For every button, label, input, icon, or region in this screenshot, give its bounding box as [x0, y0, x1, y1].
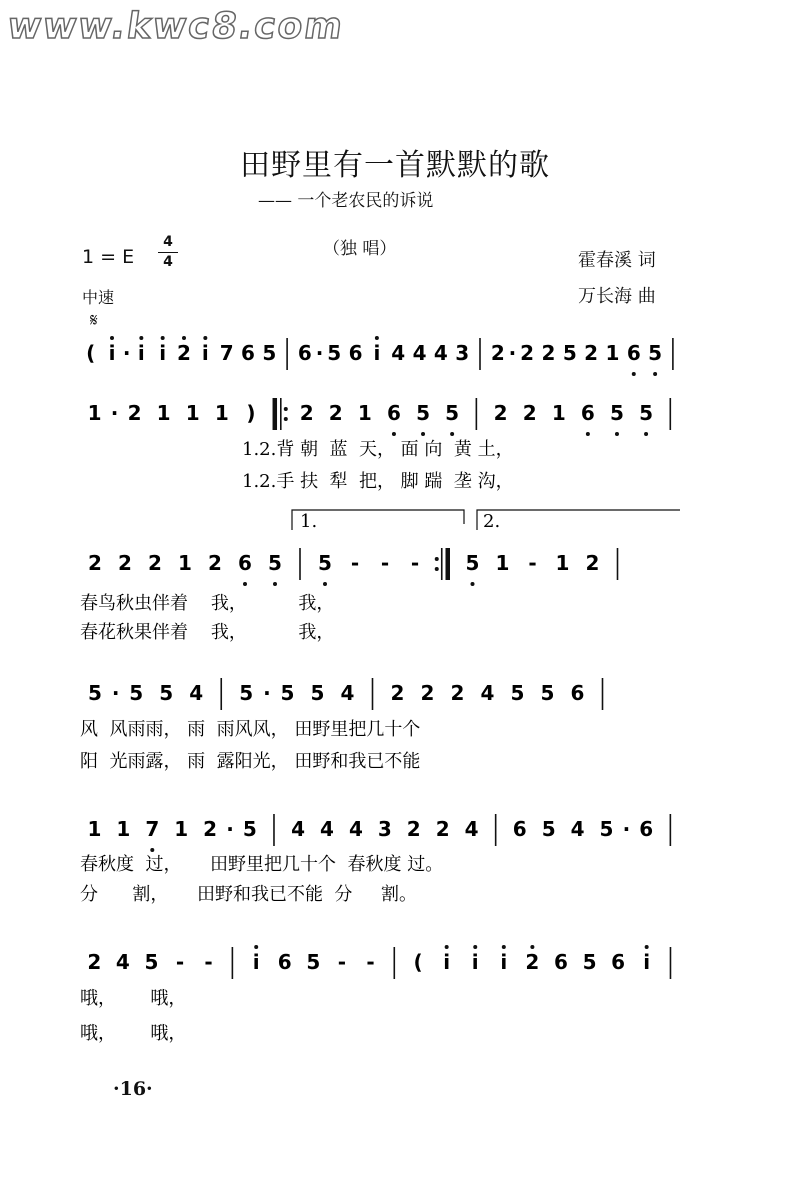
note: 1 — [185, 401, 200, 425]
volta-second-label: 2. — [483, 511, 501, 532]
note: 1 — [551, 401, 566, 425]
low-octave-dot — [586, 432, 590, 436]
note: 2 — [541, 341, 556, 365]
high-octave-dot — [182, 336, 186, 340]
note: 2 — [450, 681, 465, 705]
low-octave-dot — [421, 432, 425, 436]
note: i — [252, 950, 260, 974]
low-octave-dot — [392, 432, 396, 436]
note: 5 — [639, 401, 654, 425]
note: 2 — [148, 551, 162, 575]
note: 1 — [178, 551, 192, 575]
note: 5 — [239, 681, 254, 705]
dash-extension: - — [410, 551, 420, 575]
note: i — [108, 341, 116, 365]
note: 5 — [144, 950, 159, 974]
note: 5 — [540, 681, 555, 705]
note: 5 — [242, 817, 257, 841]
score-layer — [80, 336, 673, 1044]
dash-extension: - — [366, 950, 375, 974]
note: 4 — [570, 817, 585, 841]
note: 5 — [599, 817, 614, 841]
dash-extension: - — [204, 950, 213, 974]
augmentation-dot: · — [508, 341, 517, 365]
note: 2 — [328, 401, 343, 425]
note: i — [643, 950, 651, 974]
note: i — [471, 950, 479, 974]
note: 2 — [420, 681, 435, 705]
lyric-line: 1.2.背 朝 蓝 天， 面 向 黄 土， — [242, 439, 514, 460]
lyricist-credit: 霍春溪 词 — [578, 250, 656, 271]
volta-first-bracket — [292, 510, 464, 530]
watermark: www.kwc8.com — [5, 6, 347, 47]
low-octave-dot — [273, 582, 277, 586]
composer-credit: 万长海 曲 — [578, 286, 656, 307]
note: 5 — [129, 681, 144, 705]
note: 5 — [541, 817, 556, 841]
note: 1 — [116, 817, 131, 841]
note: 5 — [318, 551, 332, 575]
note: 4 — [412, 341, 427, 365]
lyric-line: 春鸟秋虫伴着 我， 我， — [80, 593, 335, 614]
augmentation-dot: · — [111, 681, 120, 705]
dash-extension: - — [337, 950, 347, 974]
high-octave-dot — [502, 945, 506, 949]
note: 2 — [493, 401, 508, 425]
lyric-line: 1.2.手 扶 犁 把， 脚 踹 垄 沟， — [242, 471, 514, 492]
note: 6 — [512, 817, 527, 841]
high-octave-dot — [645, 945, 649, 949]
note: 4 — [433, 341, 448, 365]
high-octave-dot — [375, 336, 379, 340]
song-subtitle: —— 一个老农民的诉说 — [258, 191, 434, 211]
note: 5 — [648, 341, 663, 365]
note: 2 — [390, 681, 405, 705]
note: 2 — [520, 341, 535, 365]
high-octave-dot — [473, 945, 477, 949]
parenthesis: ) — [246, 401, 256, 425]
parenthesis: ( — [413, 950, 423, 974]
low-octave-dot — [632, 372, 636, 376]
note: 6 — [277, 950, 292, 974]
time-signature-bottom: 4 — [163, 254, 173, 270]
note: 4 — [391, 341, 406, 365]
repeat-dot — [284, 417, 288, 421]
note: i — [443, 950, 451, 974]
note: 6 — [611, 950, 626, 974]
volta-first-label: 1. — [300, 511, 318, 532]
lyric-line: 风 风雨雨， 雨 雨风风， 田野里把几十个 — [80, 719, 421, 740]
high-octave-dot — [445, 945, 449, 949]
note: 5 — [88, 681, 102, 705]
dash-extension: - — [528, 551, 537, 575]
note: 5 — [416, 401, 430, 425]
note: 6 — [639, 817, 654, 841]
high-octave-dot — [254, 945, 258, 949]
lyric-line: 阳 光雨露， 雨 露阳光， 田野和我已不能 — [80, 751, 421, 772]
augmentation-dot: · — [226, 817, 234, 841]
augmentation-dot: · — [263, 681, 271, 705]
volta-second-bracket — [477, 510, 680, 530]
note: 5 — [510, 681, 525, 705]
note: 4 — [291, 817, 306, 841]
note: i — [500, 950, 508, 974]
augmentation-dot: · — [315, 341, 324, 365]
low-octave-dot — [323, 582, 327, 586]
note: 6 — [297, 341, 312, 365]
note: 2 — [406, 817, 421, 841]
high-octave-dot — [161, 336, 165, 340]
note: 4 — [348, 817, 363, 841]
low-octave-dot — [644, 432, 648, 436]
segno-sign: 𝄋 — [90, 310, 98, 331]
note: i — [201, 341, 209, 365]
dash-extension: - — [380, 551, 390, 575]
note: 2 — [87, 950, 102, 974]
lyric-line: 哦， 哦， — [80, 1023, 187, 1044]
page-number: ·16· — [113, 1078, 153, 1100]
note: 2 — [522, 401, 537, 425]
note: 3 — [455, 341, 470, 365]
lyric-line: 春花秋果伴着 我， 我， — [80, 622, 335, 643]
note: 3 — [377, 817, 392, 841]
low-octave-dot — [450, 432, 454, 436]
lyric-line: 春秋度 过， 田野里把几十个 春秋度 过。 — [80, 854, 444, 875]
note: 4 — [464, 817, 479, 841]
note: 5 — [280, 681, 295, 705]
note: 6 — [238, 551, 252, 575]
note: 6 — [553, 950, 568, 974]
low-octave-dot — [471, 582, 475, 586]
note: 2 — [88, 551, 102, 575]
low-octave-dot — [615, 432, 619, 436]
repeat-dot — [284, 407, 288, 411]
dash-extension: - — [350, 551, 360, 575]
note: 5 — [582, 950, 597, 974]
note: 2 — [203, 817, 218, 841]
note: 1 — [87, 401, 102, 425]
note: 5 — [306, 950, 321, 974]
note: 2 — [208, 551, 222, 575]
augmentation-dot: · — [110, 401, 119, 425]
note: 1 — [495, 551, 510, 575]
dash-extension: - — [175, 950, 185, 974]
note: 6 — [348, 341, 363, 365]
note: 6 — [580, 401, 595, 425]
note: 5 — [262, 341, 277, 365]
note: 2 — [299, 401, 314, 425]
note: 6 — [241, 341, 255, 365]
low-octave-dot — [150, 848, 154, 852]
performance-type: （独 唱） — [323, 239, 397, 259]
note: 4 — [320, 817, 334, 841]
low-octave-dot — [243, 582, 247, 586]
note: 2 — [435, 817, 450, 841]
note: 1 — [156, 401, 171, 425]
note: 5 — [562, 341, 577, 365]
low-octave-dot — [653, 372, 657, 376]
note: 4 — [115, 950, 130, 974]
note: 2 — [118, 551, 132, 575]
note: 1 — [214, 401, 229, 425]
note: 7 — [219, 341, 234, 365]
note: 5 — [310, 681, 325, 705]
note: 2 — [525, 950, 540, 974]
note: i — [159, 341, 167, 365]
time-signature-top: 4 — [158, 233, 178, 253]
high-octave-dot — [530, 945, 534, 949]
note: i — [373, 341, 381, 365]
note: i — [137, 341, 145, 365]
note: 2 — [584, 341, 599, 365]
high-octave-dot — [139, 336, 143, 340]
note: 2 — [585, 551, 600, 575]
note: 6 — [386, 401, 401, 425]
song-title: 田野里有一首默默的歌 — [240, 148, 550, 183]
note: 5 — [268, 551, 282, 575]
tempo-marking: 中速 — [82, 288, 115, 307]
lyric-line: 分 割， 田野和我已不能 分 割。 — [80, 884, 417, 905]
note: 5 — [610, 401, 624, 425]
note: 5 — [445, 401, 460, 425]
note: 4 — [480, 681, 495, 705]
note: 6 — [570, 681, 585, 705]
note: 1 — [87, 817, 102, 841]
note: 1 — [605, 341, 620, 365]
key-signature: 1 = E — [82, 246, 135, 268]
note: 2 — [177, 341, 191, 365]
note: 2 — [127, 401, 142, 425]
note: 2 — [490, 341, 505, 365]
parenthesis: ( — [86, 341, 96, 365]
lyric-line: 哦， 哦， — [80, 988, 187, 1009]
note: 1 — [555, 551, 570, 575]
repeat-dot — [435, 567, 439, 571]
note: 5 — [159, 681, 174, 705]
note: 5 — [465, 551, 480, 575]
note: 1 — [357, 401, 372, 425]
note: 4 — [189, 681, 204, 705]
note: 4 — [340, 681, 355, 705]
repeat-dot — [435, 557, 439, 561]
high-octave-dot — [110, 336, 114, 340]
note: 6 — [626, 341, 641, 365]
augmentation-dot: · — [122, 341, 131, 365]
high-octave-dot — [203, 336, 207, 340]
note: 1 — [174, 817, 189, 841]
note: 5 — [327, 341, 342, 365]
augmentation-dot: · — [622, 817, 631, 841]
note: 7 — [145, 817, 160, 841]
